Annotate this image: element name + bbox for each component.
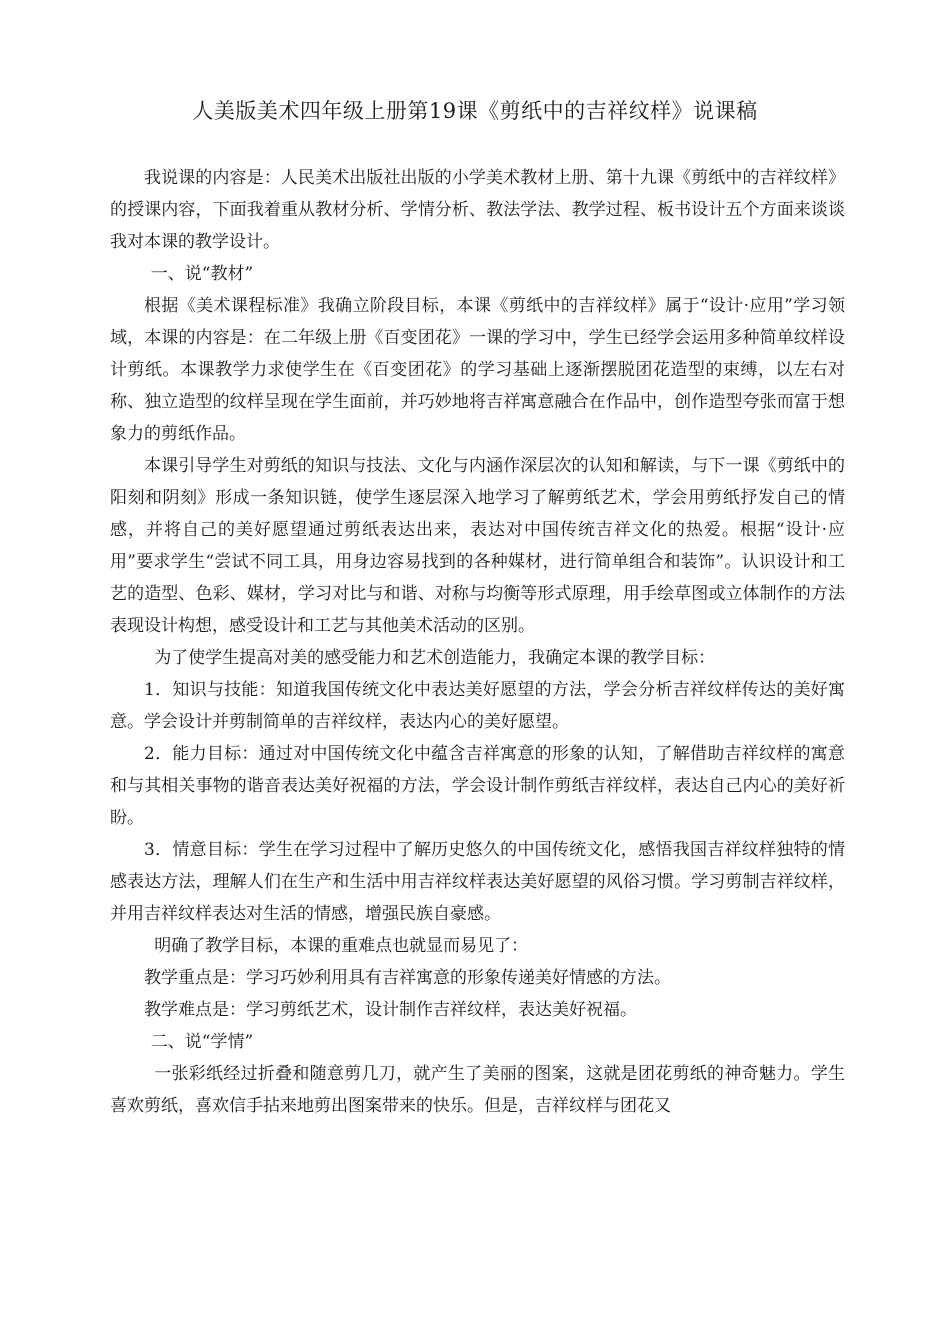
paragraph-goal-ability: 2．能力目标：通过对中国传统文化中蕴含吉祥寓意的形象的认知，了解借助吉祥纹样的寓意和与其相关事物的谐音表达美好祝福的方法，学会设计制作剪纸吉祥纹样，表达自己内心的美好祈盼。 [110,744,845,828]
paragraph-knowledge-chain: 本课引导学生对剪纸的知识与技法、文化与内涵作深层次的认知和解读，与下一课《剪纸中的阳刻和阴刻》形成一条知识链，使学生逐层深入地学习了解剪纸艺术，学会用剪纸抒发自己的情感，并将自己的美好愿望通过剪纸表达出来，表达对中国传统吉祥文化的热爱。根据“设计·应用”要求学生“尝试不同工具，用身边容易找到的各种媒材，进行简单组合和装饰”。认识设计和工艺的造型、色彩、媒材，学习对比与和谐、对称与均衡等形式原理，用手绘草图或立体制作的方法表现设计构想，感受设计和工艺与其他美术活动的区别。 [110,456,845,636]
paragraph-key-points-intro: 明确了教学目标，本课的重难点也就显而易见了： [154,936,529,956]
paragraph-textbook-analysis: 根据《美术课程标准》我确立阶段目标，本课《剪纸中的吉祥纹样》属于“设计·应用”学习领域，本课的内容是：在二年级上册《百变团花》一课的学习中，学生已经学会运用多种简单纹样设计剪纸。本课教学力求使学生在《百变团花》的学习基础上逐渐摆脱团花造型的束缚，以左右对称、独立造型的纹样呈现在学生面前，并巧妙地将吉祥寓意融合在作品中，创作造型夸张而富于想象力的剪纸作品。 [110,296,845,444]
paragraph-intro: 我说课的内容是：人民美术出版社出版的小学美术教材上册、第十九课《剪纸中的吉祥纹样》的授课内容，下面我着重从教材分析、学情分析、教法学法、教学过程、板书设计五个方面来谈谈我对本课的教学设计。 [110,168,845,252]
paragraph-goal-knowledge: 1．知识与技能：知道我国传统文化中表达美好愿望的方法，学会分析吉祥纹样传达的美好寓意。学会设计并剪制简单的吉祥纹样，表达内心的美好愿望。 [110,680,845,732]
paragraph-difficult-point: 教学难点是：学习剪纸艺术，设计制作吉祥纹样，表达美好祝福。 [144,1000,637,1020]
document-body [110,162,845,1122]
paragraph-goals-intro: 为了使学生提高对美的感受能力和艺术创造能力，我确定本课的教学目标： [154,648,716,668]
document-title: 人美版美术四年级上册第19课《剪纸中的吉祥纹样》说课稿 [192,99,758,123]
paragraph-key-point: 教学重点是：学习巧妙利用具有吉祥寓意的形象传递美好情感的方法。 [144,968,671,988]
section-heading-learners: 二、说“学情” [150,1032,254,1052]
section-heading-textbook: 一、说“教材” [150,264,254,284]
paragraph-learner-analysis: 一张彩纸经过折叠和随意剪几刀，就产生了美丽的图案，这就是团花剪纸的神奇魅力。学生喜欢剪纸，喜欢信手拈来地剪出图案带来的快乐。但是，吉祥纹样与团花又 [110,1064,845,1116]
paragraph-goal-emotion: 3．情意目标：学生在学习过程中了解历史悠久的中国传统文化，感悟我国吉祥纹样独特的情感表达方法，理解人们在生产和生活中用吉祥纹样表达美好愿望的风俗习惯。学习剪制吉祥纹样，并用吉祥纹样表达对生活的情感，增强民族自豪感。 [110,840,845,924]
